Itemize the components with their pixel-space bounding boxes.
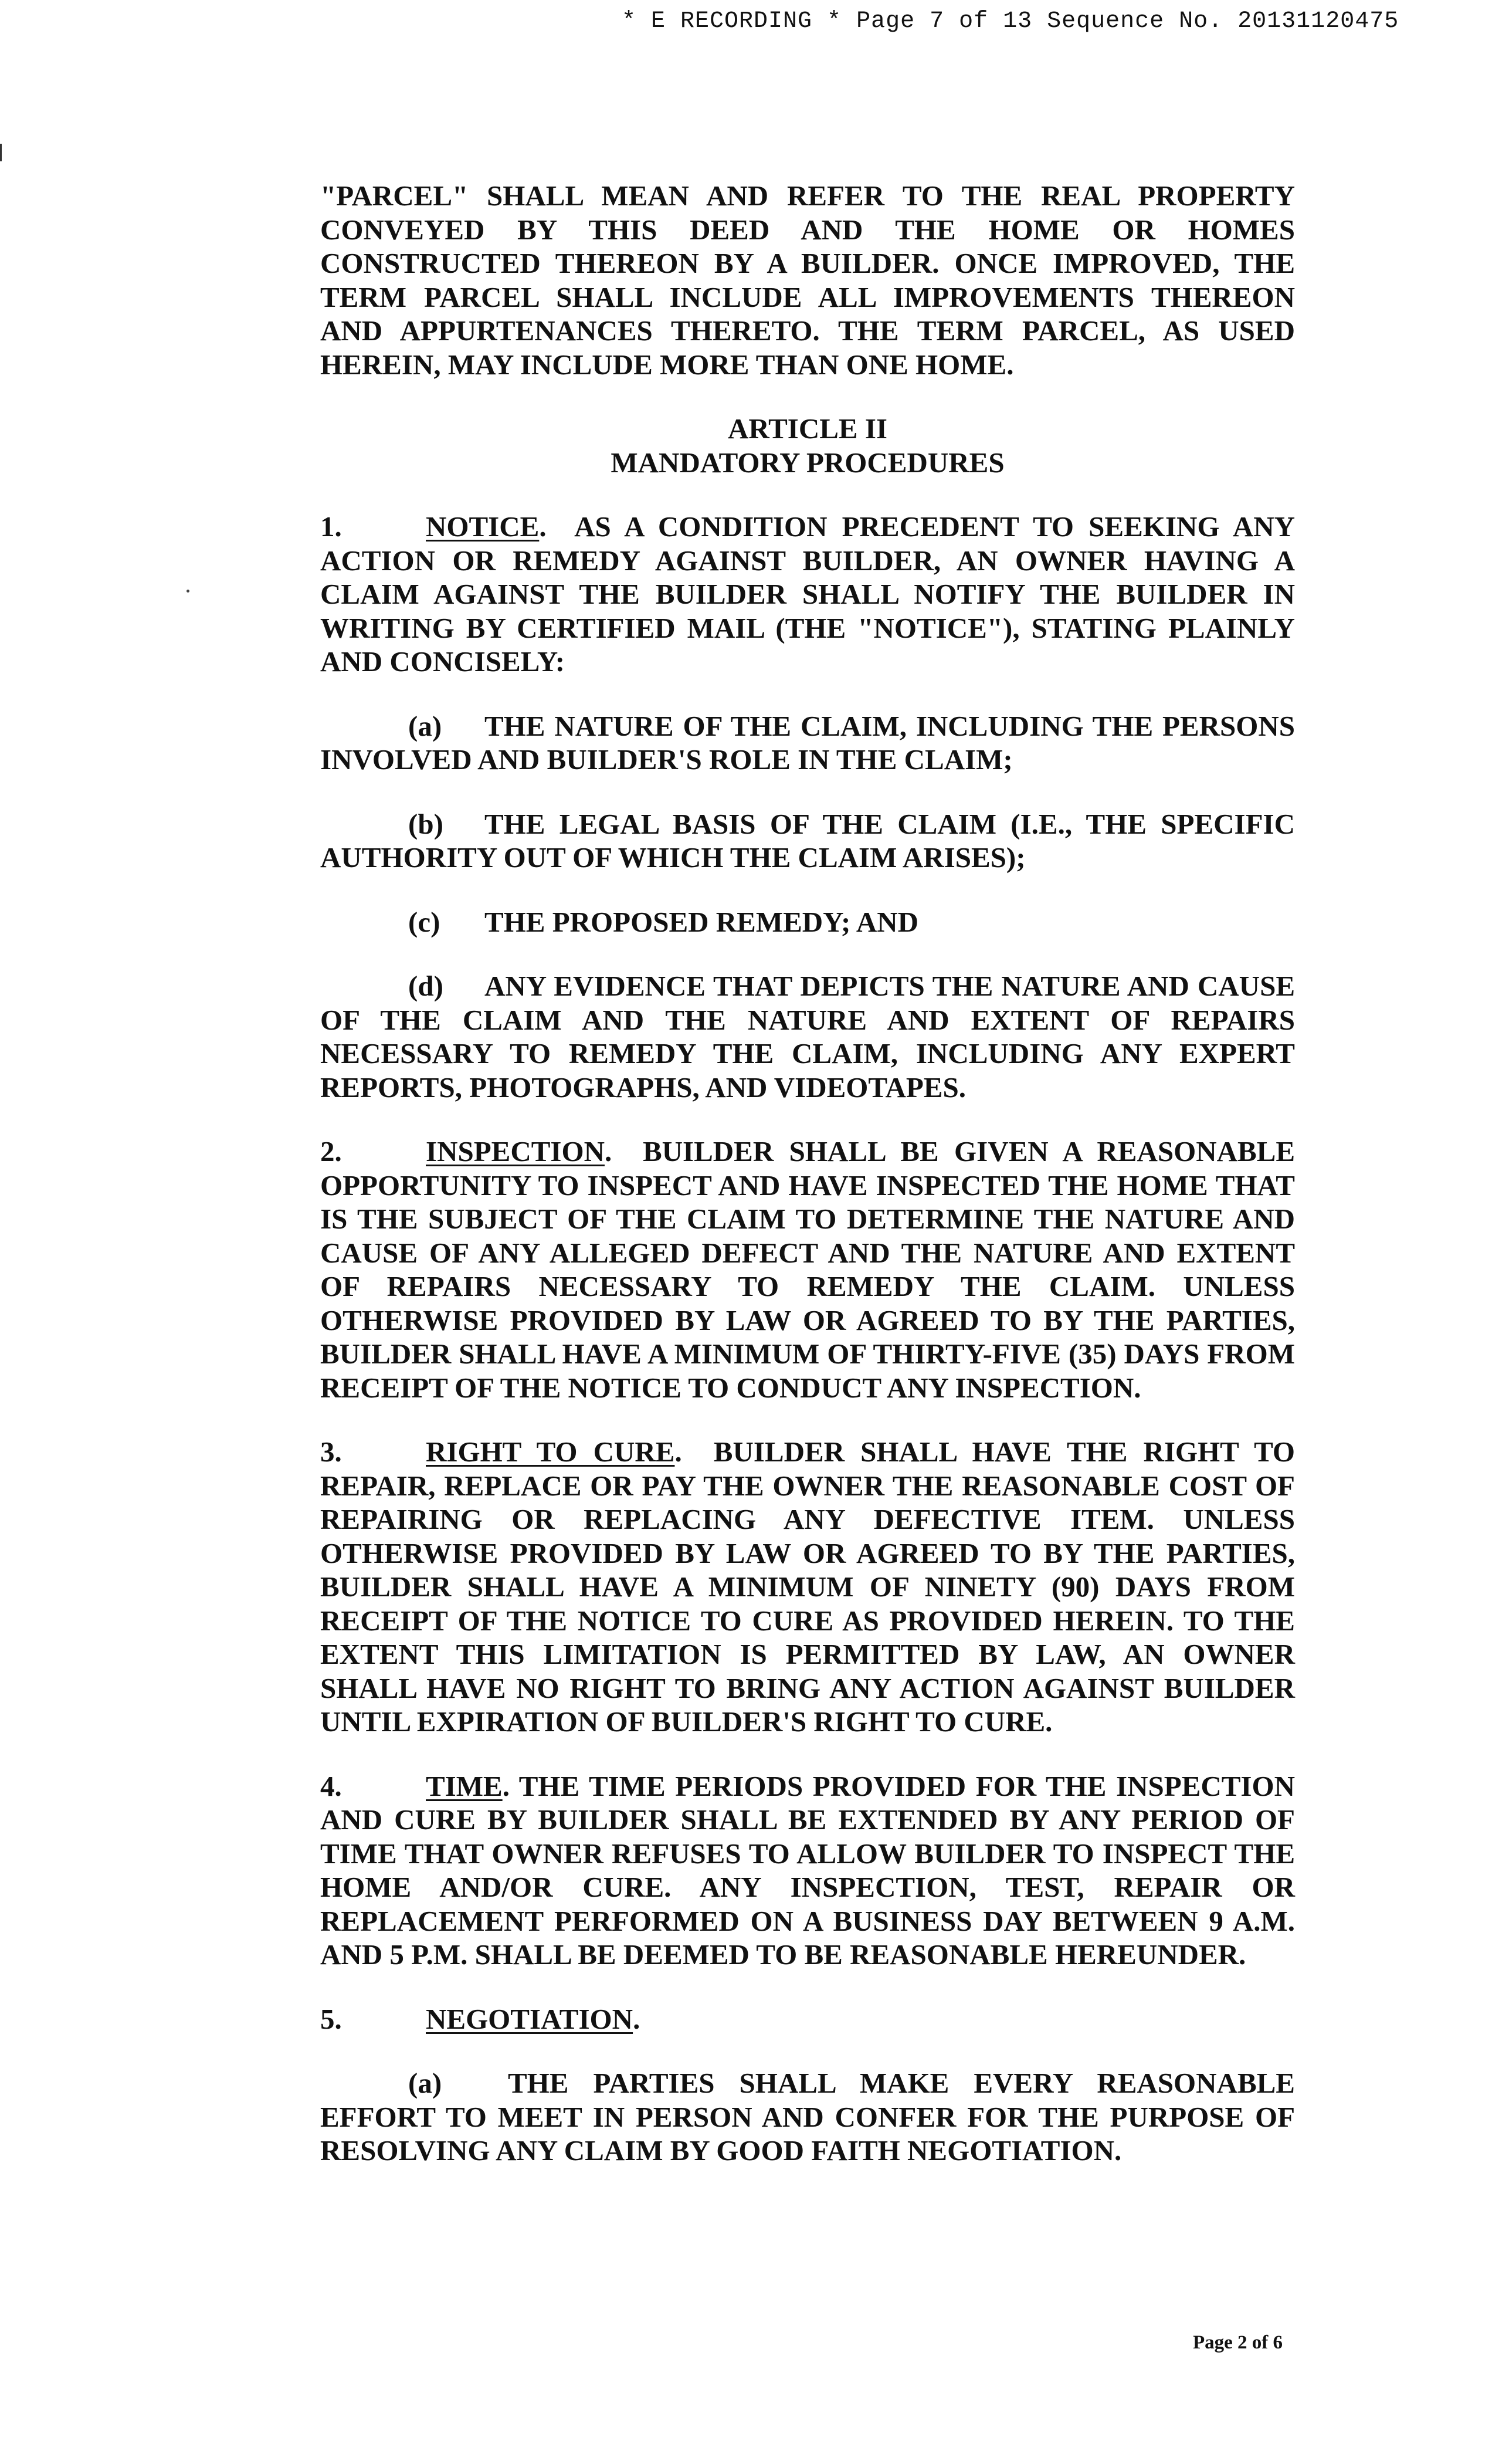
recording-header: * E RECORDING * Page 7 of 13 Sequence No. 20131120475	[622, 8, 1399, 35]
section-heading: INSPECTION	[426, 1135, 605, 1167]
section-time: 4. TIME. THE TIME PERIODS PROVIDED FOR THE INSPECTION AND CURE BY BUILDER SHALL BE EXTENDED BY ANY PERIOD OF TIME THAT OWNER REFUSES TO ALLOW BUILDER TO INSPECT THE HOME AND/OR CURE. ANY INSPECTION, TEST, REPAIR OR REPLACEMENT PERFORMED ON A BUSINESS DAY BETWEEN 9 A.M. AND 5 P.M. SHALL BE DEEMED TO BE REASONABLE HEREUNDER.	[320, 1769, 1295, 1971]
section-heading: NOTICE	[426, 510, 540, 543]
item-text: THE PARTIES SHALL MAKE EVERY REASONABLE EFFORT TO MEET IN PERSON AND CONFER FOR THE PURPOSE OF RESOLVING ANY CLAIM BY GOOD FAITH NEGOTIATION.	[320, 2067, 1295, 2167]
section-heading: RIGHT TO CURE	[426, 1436, 675, 1468]
section-number: 2.	[320, 1135, 342, 1167]
article-heading	[320, 412, 1295, 479]
section-body: BUILDER SHALL BE GIVEN A REASONABLE OPPORTUNITY TO INSPECT AND HAVE INSPECTED THE HOME THAT IS THE SUBJECT OF THE CLAIM TO DETERMINE THE NATURE AND CAUSE OF ANY ALLEGED DEFECT AND THE NATURE AND EXTENT OF REPAIRS NECESSARY TO REMEDY THE CLAIM. UNLESS OTHERWISE PROVIDED BY LAW OR AGREED TO BY THE PARTIES, BUILDER SHALL HAVE A MINIMUM OF THIRTY-FIVE (35) DAYS FROM RECEIPT OF THE NOTICE TO CONDUCT ANY INSPECTION.	[320, 1135, 1296, 1404]
article-number: ARTICLE II	[728, 412, 887, 445]
section-number: 1.	[320, 510, 342, 543]
parcel-definition-paragraph: "PARCEL" SHALL MEAN AND REFER TO THE REAL PROPERTY CONVEYED BY THIS DEED AND THE HOME OR HOMES CONSTRUCTED THEREON BY A BUILDER. ONCE IMPROVED, THE TERM PARCEL SHALL INCLUDE ALL IMPROVEMENTS THEREON AND APPURTENANCES THERETO. THE TERM PARCEL, AS USED HEREIN, MAY INCLUDE MORE THAN ONE HOME.	[320, 180, 1295, 381]
section-number: 4.	[320, 1769, 342, 1802]
negotiation-item-a	[320, 2066, 1295, 2168]
page-number-footer: Page 2 of 6	[1193, 2332, 1283, 2353]
section-number: 3.	[320, 1436, 342, 1468]
notice-item-d	[320, 969, 1295, 1104]
section-body: THE TIME PERIODS PROVIDED FOR THE INSPECTION AND CURE BY BUILDER SHALL BE EXTENDED BY ANY PERIOD OF TIME THAT OWNER REFUSES TO ALLOW BUILDER TO INSPECT THE HOME AND/OR CURE. ANY INSPECTION, TEST, REPAIR OR REPLACEMENT PERFORMED ON A BUSINESS DAY BETWEEN 9 A.M. AND 5 P.M. SHALL BE DEEMED TO BE REASONABLE HEREUNDER.	[320, 1769, 1295, 1971]
section-body: AS A CONDITION PRECEDENT TO SEEKING ANY ACTION OR REMEDY AGAINST BUILDER, AN OWNER HAVING A CLAIM AGAINST THE BUILDER SHALL NOTIFY THE BUILDER IN WRITING BY CERTIFIED MAIL (THE "NOTICE"), STATING PLAINLY AND CONCISELY:	[320, 510, 1295, 678]
section-notice: 1. NOTICE. AS A CONDITION PRECEDENT TO SEEKING ANY ACTION OR REMEDY AGAINST BUILDER, AN OWNER HAVING A CLAIM AGAINST THE BUILDER SHALL NOTIFY THE BUILDER IN WRITING BY CERTIFIED MAIL (THE "NOTICE"), STATING PLAINLY AND CONCISELY:	[320, 510, 1295, 678]
item-label: (b)	[408, 807, 443, 840]
item-text: THE LEGAL BASIS OF THE CLAIM (I.E., THE SPECIFIC AUTHORITY OUT OF WHICH THE CLAIM ARISES);	[320, 807, 1295, 874]
document-body	[320, 179, 1295, 2198]
section-number: 5.	[320, 2002, 342, 2035]
article-title: MANDATORY PROCEDURES	[611, 446, 1005, 479]
scan-edge-mark	[0, 144, 2, 161]
section-heading: TIME	[426, 1769, 503, 1802]
section-heading: NEGOTIATION	[426, 2002, 633, 2035]
section-right-to-cure: 3. RIGHT TO CURE. BUILDER SHALL HAVE THE RIGHT TO REPAIR, REPLACE OR PAY THE OWNER THE REASONABLE COST OF REPAIRING OR REPLACING ANY DEFECTIVE ITEM. UNLESS OTHERWISE PROVIDED BY LAW OR AGREED TO BY THE PARTIES, BUILDER SHALL HAVE A MINIMUM OF NINETY (90) DAYS FROM RECEIPT OF THE NOTICE TO CURE AS PROVIDED HEREIN. TO THE EXTENT THIS LIMITATION IS PERMITTED BY LAW, AN OWNER SHALL HAVE NO RIGHT TO BRING ANY ACTION AGAINST BUILDER UNTIL EXPIRATION OF BUILDER'S RIGHT TO CURE.	[320, 1436, 1295, 1738]
item-label: (a)	[408, 709, 442, 742]
item-label: (c)	[408, 905, 440, 938]
scan-speck	[186, 590, 189, 593]
item-label: (a)	[408, 2067, 442, 2099]
section-inspection: 2. INSPECTION. BUILDER SHALL BE GIVEN A REASONABLE OPPORTUNITY TO INSPECT AND HAVE INSPECTED THE HOME THAT IS THE SUBJECT OF THE CLAIM TO DETERMINE THE NATURE AND CAUSE OF ANY ALLEGED DEFECT AND THE NATURE AND EXTENT OF REPAIRS NECESSARY TO REMEDY THE CLAIM. UNLESS OTHERWISE PROVIDED BY LAW OR AGREED TO BY THE PARTIES, BUILDER SHALL HAVE A MINIMUM OF THIRTY-FIVE (35) DAYS FROM RECEIPT OF THE NOTICE TO CONDUCT ANY INSPECTION.	[320, 1135, 1296, 1404]
section-negotiation: 5. NEGOTIATION.	[320, 2002, 640, 2035]
item-text: ANY EVIDENCE THAT DEPICTS THE NATURE AND CAUSE OF THE CLAIM AND THE NATURE AND EXTENT OF REPAIRS NECESSARY TO REMEDY THE CLAIM, INCLUDING ANY EXPERT REPORTS, PHOTOGRAPHS, AND VIDEOTAPES.	[320, 970, 1295, 1104]
notice-item-c	[320, 905, 1295, 939]
item-label: (d)	[408, 970, 443, 1002]
item-text: THE NATURE OF THE CLAIM, INCLUDING THE PERSONS INVOLVED AND BUILDER'S ROLE IN THE CLAIM;	[320, 709, 1295, 776]
section-body: BUILDER SHALL HAVE THE RIGHT TO REPAIR, REPLACE OR PAY THE OWNER THE REASONABLE COST OF REPAIRING OR REPLACING ANY DEFECTIVE ITEM. UNLESS OTHERWISE PROVIDED BY LAW OR AGREED TO BY THE PARTIES, BUILDER SHALL HAVE A MINIMUM OF NINETY (90) DAYS FROM RECEIPT OF THE NOTICE TO CURE AS PROVIDED HEREIN. TO THE EXTENT THIS LIMITATION IS PERMITTED BY LAW, AN OWNER SHALL HAVE NO RIGHT TO BRING ANY ACTION AGAINST BUILDER UNTIL EXPIRATION OF BUILDER'S RIGHT TO CURE.	[320, 1436, 1295, 1738]
item-text: THE PROPOSED REMEDY; AND	[484, 905, 919, 938]
notice-item-b	[320, 807, 1295, 875]
notice-item-a	[320, 709, 1295, 777]
